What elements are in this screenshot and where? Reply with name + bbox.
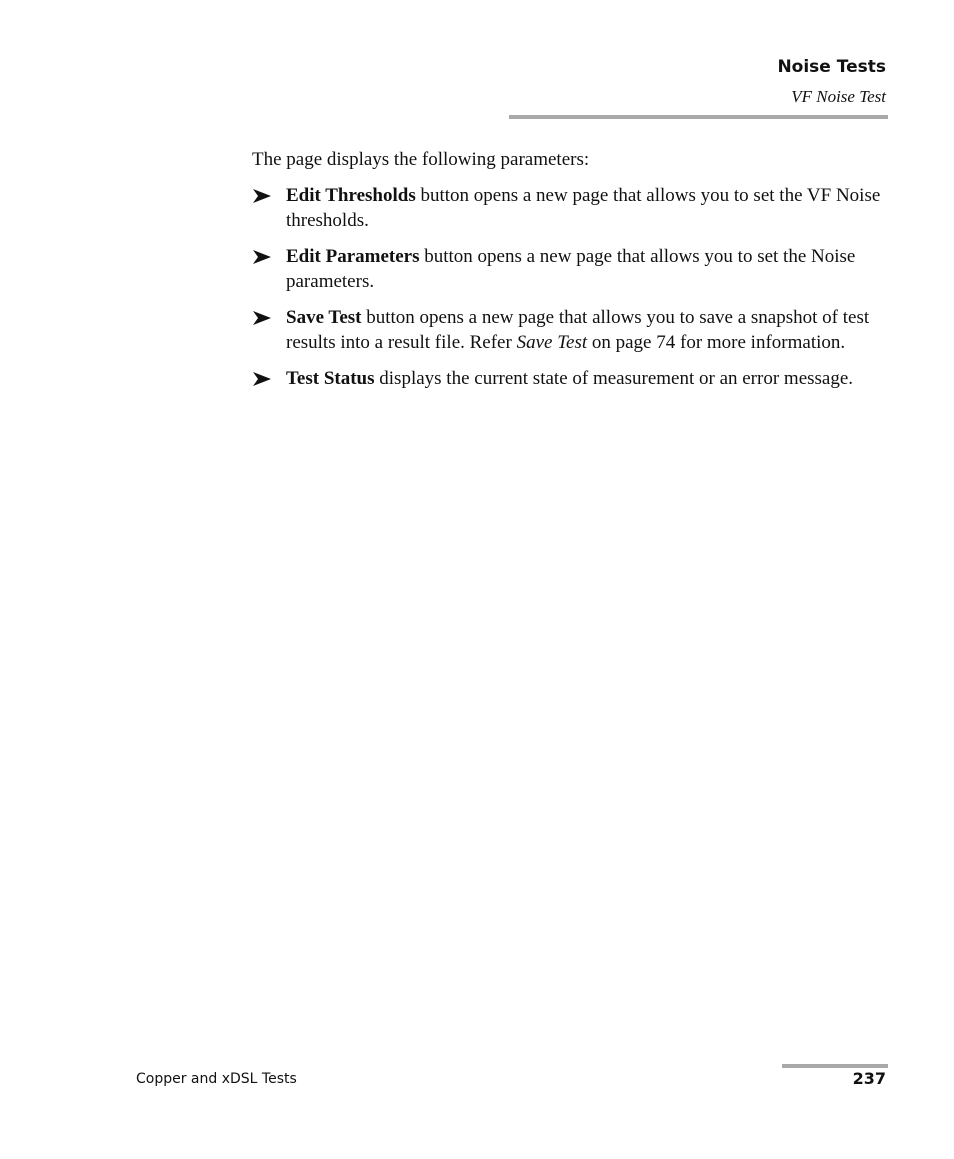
right-arrowhead-icon [252, 309, 272, 327]
bullet-term: Save Test [286, 307, 362, 328]
subsection-title: VF Noise Test [791, 87, 886, 106]
intro-paragraph: The page displays the following parameters: [252, 149, 590, 170]
chapter-title: Copper and xDSL Tests [136, 1071, 297, 1087]
bullet-item-save-test [252, 305, 892, 355]
right-arrowhead-icon [252, 370, 272, 388]
page-number: 237 [852, 1069, 886, 1088]
bullet-text: button opens a new page that allows you to set the VF Noise thresholds. [286, 185, 881, 231]
bullet-text-after: on page 74 for more information. [587, 332, 846, 353]
page-body [252, 147, 892, 402]
bullet-item-edit-parameters [252, 244, 892, 294]
bullet-text: button opens a new page that allows you to save a snapshot of test results into a result file. Refer [286, 307, 870, 353]
right-arrowhead-icon [252, 187, 272, 205]
bullet-term: Edit Thresholds [286, 185, 416, 206]
bullet-term: Edit Parameters [286, 246, 420, 267]
header-rule [509, 115, 888, 119]
bullet-item-test-status [252, 366, 892, 391]
right-arrowhead-icon [252, 248, 272, 266]
bullet-term: Test Status [286, 368, 375, 389]
bullet-text: displays the current state of measurement or an error message. [374, 368, 854, 389]
footer-rule [782, 1064, 888, 1068]
section-title: Noise Tests [777, 57, 886, 77]
bullet-text: button opens a new page that allows you to set the Noise parameters. [286, 246, 856, 292]
cross-reference-link[interactable]: Save Test [516, 332, 588, 353]
bullet-item-edit-thresholds [252, 183, 892, 233]
